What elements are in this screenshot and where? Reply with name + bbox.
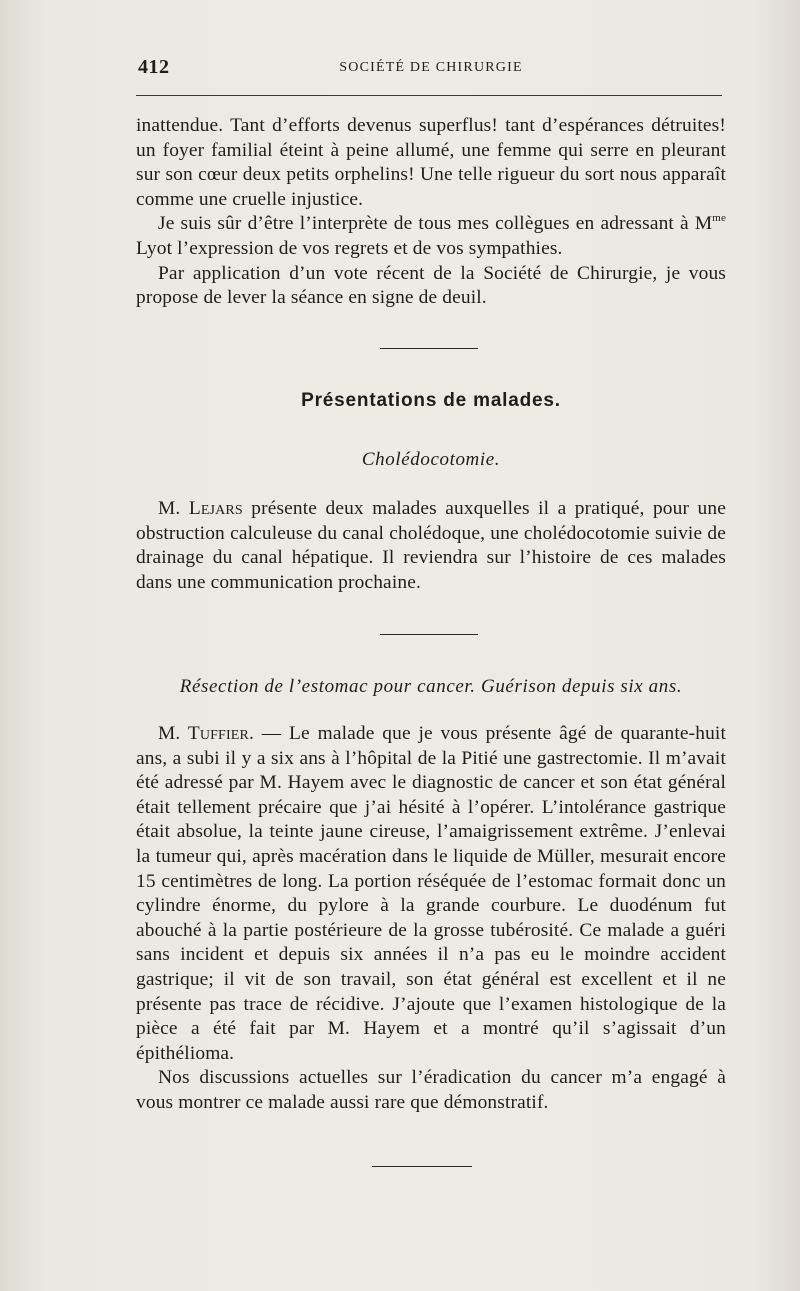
opening-text bbox=[136, 114, 726, 311]
speaker-tuffier: M. Tuffier. bbox=[158, 723, 254, 744]
separator-rule bbox=[380, 348, 478, 349]
speaker-lejars: M. Lejars bbox=[158, 498, 243, 519]
section-title: Présentations de malades. bbox=[301, 390, 561, 411]
page-number: 412 bbox=[138, 56, 170, 78]
paragraph-conclusion: Nos discussions actuelles sur l’éradication du cancer m’a engagé à vous montrer ce malade aussi rare que démonstratif. bbox=[136, 1067, 726, 1113]
separator-rule bbox=[372, 1166, 472, 1167]
paragraph-condolence bbox=[136, 212, 726, 261]
paragraph-lejars bbox=[136, 497, 726, 595]
mme-superscript: me bbox=[712, 212, 726, 225]
paragraph-tuffier bbox=[136, 722, 726, 1066]
article-title-choledocotomie: Cholédocotomie. bbox=[361, 449, 501, 470]
paragraph-adjournment: Par application d’un vote récent de la Société de Chirurgie, je vous propose de lever la séance en signe de deuil. bbox=[136, 262, 726, 309]
article-title-resection: Résection de l’estomac pour cancer. Guérison depuis six ans. bbox=[179, 676, 683, 697]
separator-rule bbox=[380, 634, 478, 635]
condolence-text-end: Lyot l’expression de vos regrets et de vos sympathies. bbox=[136, 237, 563, 259]
tuffier-text: — Le malade que je vous présente âgé de quarante-huit ans, a subi il y a six ans à l’hôpital de la Pitié une gastrectomie. Il m’avait été adressé par M. Hayem avec le diagnostic de cancer et son état général était tellement précaire que j’ai hésité à l’opérer. L’intolérance gastrique était absolue, la teinte jaune cireuse, l’amaigrissement extrême. J’enlevai la tumeur qui, après macération dans le liquide de Müller, mesurait encore 15 centimètres de long. La portion réséquée de l’estomac formait donc un cylindre énorme, du pylore à la grande courbure. Le duodénum fut abouché à la partie postérieure de la grosse tubérosité. Ce malade a guéri sans incident et depuis six années il n’a pas eu le moindre accident gastrique; il vit de son travail, son état général est excellent et il ne présente pas trace de récidive. J’ajoute que l’examen histologique de la pièce a été fait par M. Hayem et a montré qu’il s’agissait d’un épithélioma. bbox=[136, 723, 726, 1064]
paragraph-continuation: inattendue. Tant d’efforts devenus superflus! tant d’espérances détruites! un foyer familial éteint à peine allumé, une femme qui serre en pleurant sur son cœur deux petits orphelins! Une telle rigueur du sort nous apparaît comme une cruelle injustice. bbox=[136, 115, 726, 210]
article-resection bbox=[136, 722, 726, 1116]
lejars-text: présente deux malades auxquelles il a pratiqué, pour une obstruction calculeuse du canal cholédoque, une cholédocotomie suivie de drainage du canal hépatique. Il reviendra sur l’histoire de ces malades dans une communication prochaine. bbox=[136, 498, 726, 593]
article-choledocotomie bbox=[136, 497, 726, 595]
condolence-text-start: Je suis sûr d’être l’interprète de tous mes collègues en adressant à M bbox=[158, 213, 713, 235]
page-header bbox=[136, 56, 726, 86]
running-head: SOCIÉTÉ DE CHIRURGIE bbox=[339, 60, 523, 75]
header-rule bbox=[136, 95, 722, 96]
